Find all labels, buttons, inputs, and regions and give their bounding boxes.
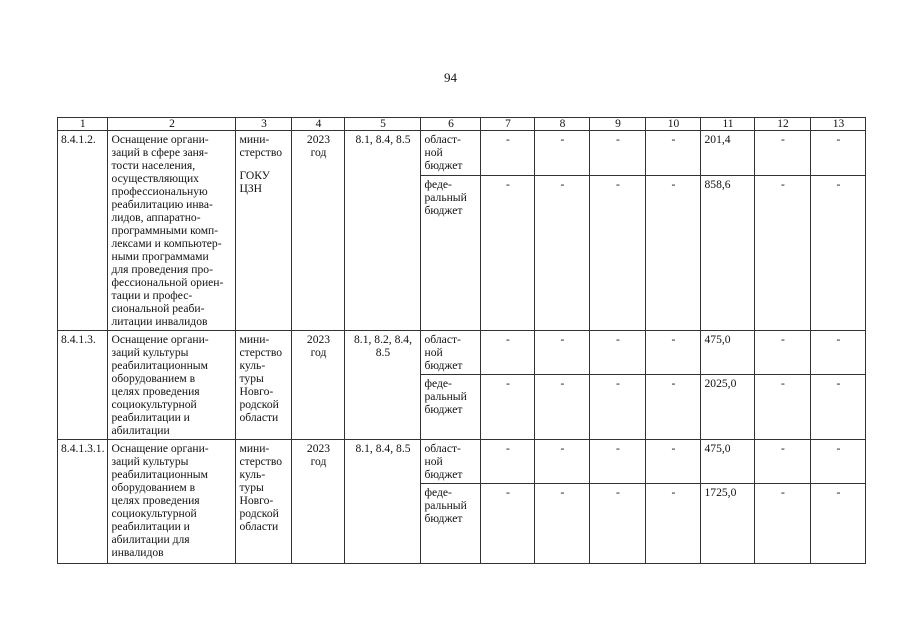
cell-col13: - <box>811 331 866 375</box>
cell-col8: - <box>535 331 590 375</box>
cell-col11: 201,4 <box>701 131 755 176</box>
activity-year: 2023 год <box>292 131 345 331</box>
cell-col13: - <box>811 440 866 484</box>
activity-number: 8.4.1.3. <box>58 331 108 440</box>
cell-col8: - <box>535 375 590 440</box>
cell-col13: - <box>811 131 866 176</box>
cell-col7: - <box>481 331 535 375</box>
cell-col12: - <box>755 131 811 176</box>
funding-source: феде- ральный бюджет <box>421 484 481 564</box>
column-header: 12 <box>755 118 811 131</box>
activity-year: 2023 год <box>292 331 345 440</box>
cell-col10: - <box>646 440 701 484</box>
column-header: 13 <box>811 118 866 131</box>
cell-col8: - <box>535 440 590 484</box>
cell-col12: - <box>755 484 811 564</box>
funding-source: област- ной бюджет <box>421 331 481 375</box>
activity-year: 2023 год <box>292 440 345 564</box>
cell-col9: - <box>590 175 646 330</box>
cell-col12: - <box>755 175 811 330</box>
executor-ministry: мини- стерство <box>239 133 283 159</box>
page-number: 94 <box>444 70 457 85</box>
cell-col12: - <box>755 375 811 440</box>
cell-col10: - <box>646 375 701 440</box>
table-row <box>58 440 866 484</box>
cell-col7: - <box>481 175 535 330</box>
cell-col12: - <box>755 440 811 484</box>
cell-col9: - <box>590 331 646 375</box>
cell-col11: 2025,0 <box>701 375 755 440</box>
cell-col10: - <box>646 175 701 330</box>
cell-col13: - <box>811 175 866 330</box>
cell-col8: - <box>535 175 590 330</box>
cell-col11: 475,0 <box>701 440 755 484</box>
column-header: 3 <box>236 118 292 131</box>
funding-source: феде- ральный бюджет <box>421 375 481 440</box>
cell-col13: - <box>811 484 866 564</box>
cell-col10: - <box>646 131 701 176</box>
cell-col7: - <box>481 131 535 176</box>
cell-col8: - <box>535 131 590 176</box>
cell-col11: 475,0 <box>701 331 755 375</box>
activity-name: Оснащение органи- заций в сфере заня- тости населения, осуществляющих профессиональную реабилитацию инва- лидов, аппаратно- программными комп- лексами и компьютер- ными программами для проведения про- фессиональной ориен- тации и профес- сиональной реаби- литации инвалидов <box>108 131 236 331</box>
cell-col9: - <box>590 440 646 484</box>
activities-table <box>57 117 866 564</box>
activity-number: 8.4.1.3.1. <box>58 440 108 564</box>
column-header: 4 <box>292 118 345 131</box>
cell-col10: - <box>646 331 701 375</box>
cell-col9: - <box>590 375 646 440</box>
cell-col9: - <box>590 131 646 176</box>
column-header: 5 <box>345 118 421 131</box>
cell-col11: 1725,0 <box>701 484 755 564</box>
cell-col7: - <box>481 440 535 484</box>
column-header: 2 <box>108 118 236 131</box>
cell-col7: - <box>481 484 535 564</box>
activity-name: Оснащение органи- заций культуры реабилитационным оборудованием в целях проведения социокультурной реабилитации и абилитации <box>108 331 236 440</box>
table-row <box>58 131 866 176</box>
column-header: 9 <box>590 118 646 131</box>
activity-executor: мини- стерство куль- туры Новго- родской области <box>236 331 292 440</box>
activity-executor <box>236 131 292 331</box>
column-header: 10 <box>646 118 701 131</box>
cell-col10: - <box>646 484 701 564</box>
column-header: 1 <box>58 118 108 131</box>
executor-center: ГОКУ ЦЗН <box>239 169 270 195</box>
column-header: 6 <box>421 118 481 131</box>
table-row <box>58 331 866 375</box>
cell-col7: - <box>481 375 535 440</box>
column-numbers-row <box>58 118 866 131</box>
funding-source: област- ной бюджет <box>421 440 481 484</box>
activity-name: Оснащение органи- заций культуры реабилитационным оборудованием в целях проведения социокультурной реабилитации и абилитации для инвалидов <box>108 440 236 564</box>
column-header: 8 <box>535 118 590 131</box>
activity-executor: мини- стерство куль- туры Новго- родской области <box>236 440 292 564</box>
funding-source: феде- ральный бюджет <box>421 175 481 330</box>
activity-number: 8.4.1.2. <box>58 131 108 331</box>
activity-targets: 8.1, 8.4, 8.5 <box>345 440 421 564</box>
activity-targets: 8.1, 8.2, 8.4, 8.5 <box>345 331 421 440</box>
cell-col11: 858,6 <box>701 175 755 330</box>
funding-source: област- ной бюджет <box>421 131 481 176</box>
cell-col12: - <box>755 331 811 375</box>
column-header: 11 <box>701 118 755 131</box>
cell-col13: - <box>811 375 866 440</box>
column-header: 7 <box>481 118 535 131</box>
activity-targets: 8.1, 8.4, 8.5 <box>345 131 421 331</box>
cell-col9: - <box>590 484 646 564</box>
cell-col8: - <box>535 484 590 564</box>
